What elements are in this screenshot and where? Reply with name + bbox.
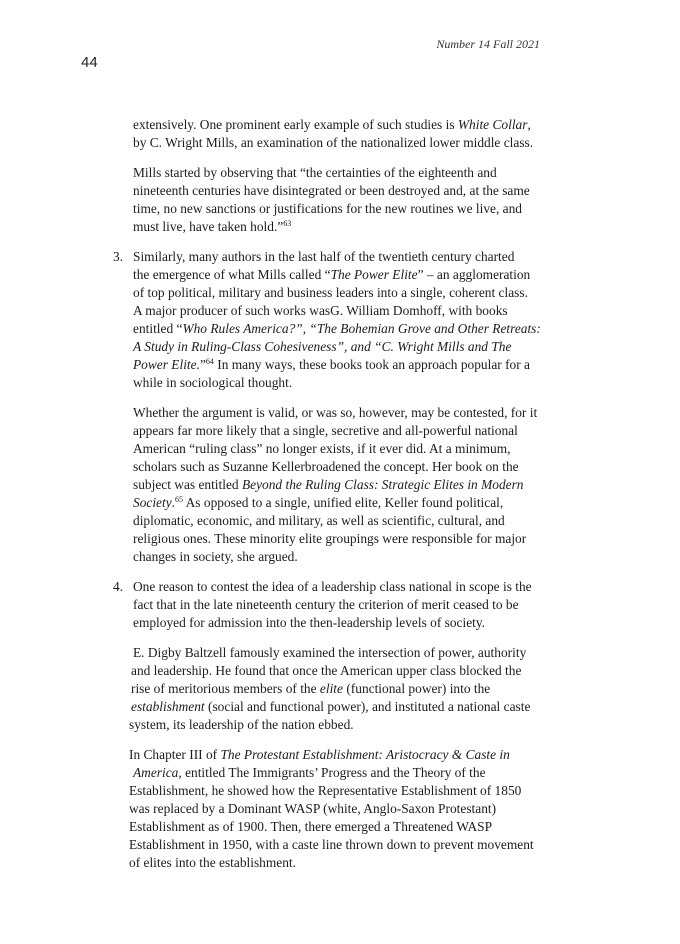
book-title: Who Rules America?”, “The Bohemian Grove and Other Retreats: (182, 321, 541, 336)
text-run: (functional power) into the (342, 681, 491, 696)
text-run: . (171, 495, 176, 510)
text-line: diplomatic, economic, and military, as well as scientific, cultural, and (133, 513, 505, 528)
text-run: In Chapter III of (129, 747, 221, 762)
footnote-ref: 64 (205, 357, 214, 366)
text-run: , entitled The Immigrants’ Progress and the Theory of the (178, 765, 486, 780)
text-line (133, 218, 291, 236)
text-line: nineteenth centuries have disintegrated or been destroyed and, at the same (133, 183, 530, 198)
text-line: time, no new sanctions or justifications for the new routines we live, and (133, 201, 522, 216)
text-run: As opposed to a single, unified elite, Keller found political, (183, 495, 504, 510)
book-title: Beyond the Ruling Class: Strategic Elites in Modern (241, 477, 524, 492)
text-line: while in sociological thought. (133, 375, 293, 390)
text-line: of elites into the establishment. (129, 855, 296, 870)
list-number: 4. (113, 579, 124, 594)
text-line: employed for admission into the then-leadership levels of society. (133, 615, 486, 630)
text-line (133, 266, 530, 284)
book-title: America (133, 765, 179, 780)
text-line (133, 116, 531, 134)
text-line: American “ruling class” no longer exists, if it ever did. At a minimum, (133, 441, 511, 456)
footnote-ref: 63 (283, 219, 292, 228)
text-line (133, 476, 524, 494)
book-title: White Collar (457, 117, 528, 132)
book-title: The Power Elite (330, 267, 418, 282)
text-run: extensively. One prominent early example of such studies is (133, 117, 458, 132)
text-line: of top political, military and business leaders into a single, coherent class. (133, 285, 528, 300)
text-run: entitled “ (133, 321, 183, 336)
text-line: Establishment as of 1900. Then, there emerged a Threatened WASP (129, 819, 493, 834)
footnote-ref: 65 (175, 495, 184, 504)
text-line (133, 320, 541, 338)
text-line: Establishment in 1950, with a caste line thrown down to prevent movement (129, 837, 534, 852)
text-run: ” (199, 357, 206, 372)
text-line: A major producer of such works wasG. William Domhoff, with books (133, 303, 508, 318)
emphasis: establishment (131, 699, 205, 714)
text-line (133, 356, 530, 374)
text-line: Mills started by observing that “the certainties of the eighteenth and (133, 165, 497, 180)
text-run: rise of meritorious members of the (131, 681, 320, 696)
text-line: E. Digby Baltzell famously examined the intersection of power, authority (133, 645, 527, 660)
book-title: The Protestant Establishment: Aristocracy & Caste in (220, 747, 510, 762)
text-line (133, 494, 503, 512)
text-line (129, 746, 510, 764)
text-line: One reason to contest the idea of a leadership class national in scope is the (133, 579, 532, 594)
text-line: system, its leadership of the nation ebbed. (129, 717, 354, 732)
text-run: In many ways, these books took an approach popular for a (213, 357, 530, 372)
book-title: Society (133, 495, 172, 510)
emphasis: elite (319, 681, 343, 696)
text-line: was replaced by a Dominant WASP (white, Anglo-Saxon Protestant) (129, 801, 497, 816)
text-run: the emergence of what Mills called “ (133, 267, 331, 282)
text-line (131, 698, 530, 716)
text-run: , (527, 117, 531, 132)
text-line (133, 338, 511, 356)
text-line: Similarly, many authors in the last half of the twentieth century charted (133, 249, 515, 264)
text-line: appears far more likely that a single, secretive and all-powerful national (133, 423, 518, 438)
book-title: A Study in Ruling-Class Cohesiveness”, and “C. Wright Mills and The (133, 339, 512, 354)
text-line: by C. Wright Mills, an examination of the nationalized lower middle class. (133, 135, 534, 150)
text-line: and leadership. He found that once the American upper class blocked the (131, 663, 522, 678)
text-line (133, 764, 486, 782)
text-line: scholars such as Suzanne Kellerbroadened the concept. Her book on the (133, 459, 519, 474)
page-number: 44 (81, 54, 98, 71)
text-line: fact that in the late nineteenth century the criterion of merit ceased to be (133, 597, 519, 612)
issue-header: Number 14 Fall 2021 (436, 37, 540, 51)
text-run: must live, have taken hold.” (133, 219, 284, 234)
text-line: Establishment, he showed how the Representative Establishment of 1850 (129, 783, 522, 798)
text-line: changes in society, she argued. (133, 549, 298, 564)
text-run: subject was entitled (133, 477, 242, 492)
list-number: 3. (113, 249, 124, 264)
text-line: Whether the argument is valid, or was so, however, may be contested, for it (133, 405, 538, 420)
text-line (131, 680, 490, 698)
text-run: (social and functional power), and instituted a national caste (204, 699, 531, 714)
text-run: ” – an agglomeration (417, 267, 531, 282)
book-title: Power Elite. (133, 357, 200, 372)
text-line: religious ones. These minority elite groupings were responsible for major (133, 531, 527, 546)
